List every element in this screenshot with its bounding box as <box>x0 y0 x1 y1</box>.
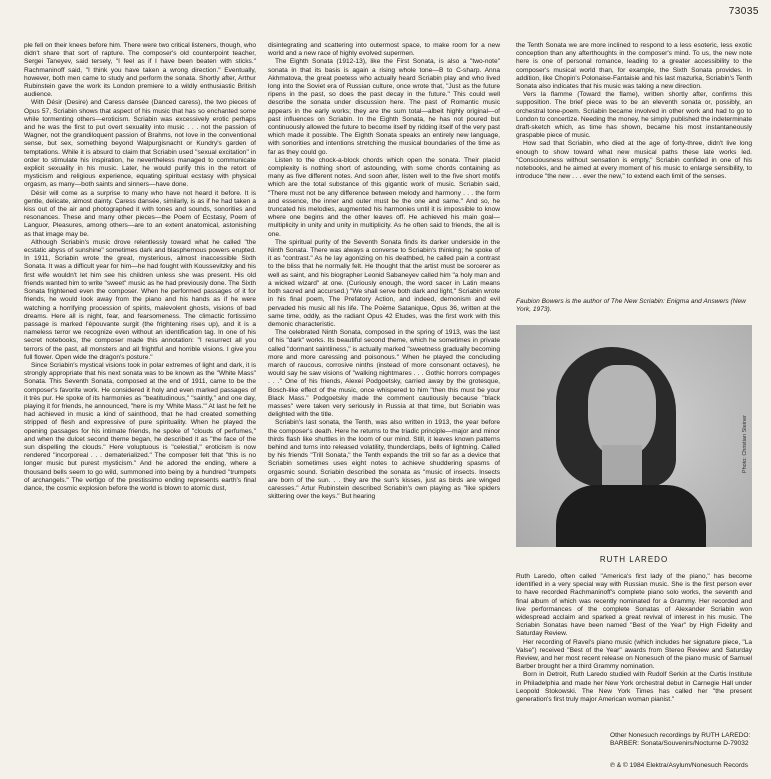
paragraph: Her recording of Ravel's piano music (which includes her signature piece, "La Valse") received "Best of the Year" awards from Stereo Review and Saturday Review, and her most recent release on Nonesuch of the piano music of Samuel Barber brought her a third Grammy nomination. <box>516 638 752 671</box>
paragraph: With Désir (Desire) and Caress dansée (Danced caress), the two pieces of Opus 57, Scriabin shows that aspect of his music that has so enchanted some while tormenting others—eroticism. Scriabin was excessively erotic perhaps and he was the first to put overt sexuality into music . . . not the passion of Wagner, not the grandiloquent passion of Brahms, not love in the conventional sense, but sex, something beyond Walpurgisnacht or Kundry's garden of temptations. While it is absurd to claim that Scriabin used "sexual excitation" in order to stimulate his inspiration, he nevertheless managed to communicate explicit sexuality in his music. Later, he would purify this in the retort of mysticism and religious experience, equating spiritual ecstasy with physical orgasm, as many—both saints and sinners—have done. <box>24 99 256 189</box>
paragraph: The spiritual purity of the Seventh Sonata finds its darker underside in the Ninth Sonata. There was always a converse to Scriabin's thinking; he spoke of it as "contrast." As he lay agonizing on his deathbed, he called pain a contrast to the bliss that he normally felt. He thought that the artist must be sorcerer as well as saint, and his biographer Leonid Sabaneyev called him "a holy man and a wicked wizard" at one. (Curiously enough, the word sacer in Latin means both sacred and accursed.) "We shall serve both dark and light," Scriabin wrote in his final poem, The Prefatory Action, and indeed, demonism and evil pervaded his music all his life. The Poème Satanique, Opus 36, written at the same time, oddly, as the radiant Opus 42 Etudes, was the first work with this demonic characteristic. <box>268 238 500 328</box>
paragraph: Born in Detroit, Ruth Laredo studied with Rudolf Serkin at the Curtis Institute in Philadelphia and made her New York orchestral debut in Carnegie Hall under Leopold Stokowski. The New York Times has called her "the present generation's first truly major American woman pianist." <box>516 671 752 704</box>
text-column-1 <box>24 42 256 777</box>
photo-face-shape <box>588 365 656 457</box>
photo-shirt-shape <box>556 485 706 547</box>
paragraph: How sad that Scriabin, who died at the age of forty-three, didn't live long enough to show toward what new musical paths these late works led. "Consciousness without sensation is empty," Scriabin confided in one of his notebooks, and he aimed at every moment of his music to enlarge sensibility, to introduce "the new . . . ever the new," to extend each limit of the senses. <box>516 140 752 181</box>
paragraph: Vers la flamme (Toward the flame), written shortly after, confirms this supposition. The brief piece was to be an eleventh sonata or, possibly, an orchestral tone-poem. Scriabin became involved in other work and had to go to London to concertize. Needing the money, he simply published the indeterminate draft-sketch which, as time has shown, became his most instantaneously graspable piece of music. <box>516 91 752 140</box>
other-recordings <box>610 732 760 748</box>
paragraph: The Eighth Sonata (1912-13), like the First Sonata, is also a "two-note" sonata in that its basis is again a rising whole tone—B to C-sharp. Anna Akhmatova, the great poetess who actually heard Scriabin play and who lived long into the Soviet era of Russian culture, once wrote that, "Just as the future ripens in the past, so does the past decay in the future." This could well describe the sonata under discussion here. The past of Romantic music appears in the early works; they are the sum total—albeit highly original—of past influences on Scriabin. In the Eighth Sonata, he has not poured but continuously allowed the future to become itself by ridding itself of the very past which made it possible. The Eighth Sonata speaks an entirely new language, with sonorities and intentions stretching the musical boundaries of the time as far as they could go. <box>268 58 500 156</box>
text-column-3-top <box>516 42 752 292</box>
catalog-number: 73035 <box>728 6 759 17</box>
author-note: Faubion Bowers is the author of The New Scriabin: Enigma and Answers (New York, 1973). <box>516 298 746 314</box>
copyright-notice: ℗ & © 1984 Elektra/Asylum/Nonesuch Records <box>610 762 748 769</box>
paragraph: Since Scriabin's mystical visions took in polar extremes of light and dark, it is strongly appropriate that his next sonata was to be known as the "White Mass" Sonata. This Seventh Sonata, composed at the end of 1911, came to be the composer's favorite work. He considered it holy and even marked passages of it très pur. He spoke of its harmonies as "beatitudinous," "saintly," and one day, playing it for friends, he announced, "here is my 'White Mass.'" At last he felt he had achieved in music a kind of sainthood, that he had created something stripped of flesh and expressive of pure spirituality. When he played the opening passages for his intimate friends, he spoke of "clouds of perfumes," and when the dulcet second theme began, he described it as "the face of the sun dispelling the clouds." Here voluptuous is "celestial," eroticism is now rendered "incorporeal . . . dematerialized." The composer felt that "this is no longer music but purest mysticism." And he adored the ending, where a thousand bells seem to go wild, summoned into being by a hundred "trumpets of archangels." The vertigo of the prestissimo ending represents earth's final dance, the cosmic explosion before the world is blown to atomic dust, <box>24 361 256 492</box>
paragraph: disintegrating and scattering into outermost space, to make room for a new world and a new race of highly evolved supermen. <box>268 42 500 58</box>
paragraph: the Tenth Sonata we are more inclined to respond to a less esoteric, less exotic conception than any afterthoughts in the composer's mind. To us, the new note here is one of personal romance, leading to a greater accessibility to the composer's musical world than, for example, the Sixth Sonata provides. In addition, like Chopin's Polonaise-Fantaisie and his last mazurka, Scriabin's Tenth Sonata also indicates that his music was taking a new direction. <box>516 42 752 91</box>
text-column-3-bottom <box>516 573 752 723</box>
text-column-2 <box>268 42 500 777</box>
other-recordings-line-1: Other Nonesuch recordings by RUTH LAREDO: <box>610 732 751 739</box>
paragraph: Scriabin's last sonata, the Tenth, was also written in 1913, the year before the composer's death. Here he returns to the triadic principle—major and minor thirds flash like shuttles in the loom of our mind. Still, it leaves known patterns behind and turns into released volatility, thunderclaps, bells of lightning. Called by his friends "Trill Sonata," the Tenth expands the trill so far as a device that Scriabin sometimes uses eight notes to achieve shuddering spasms of orgasmic sound. Scriabin described the sonata as "music of insects. Insects are born of the sun. . . they are the sun's kisses, just as birds are winged caresses." Artur Rubinstein described Scriabin's own playing as "like spiders skittering over the keys." But hearing <box>268 419 500 501</box>
artist-name-heading: RUTH LAREDO <box>599 555 669 564</box>
paragraph: Although Scriabin's music drove relentlessly toward what he called "the ecstatic abyss of sunshine" sometimes dark and blasphemous powers erupted. In 1911, Scriabin wrote the great, mysterious, almost inaccessible Sixth Sonata. It was a difficult year for him—he had fought with Koussevitzky and his first wife wouldn't let him see his children unless she was present. His old friends wanted him to write "sweet" music as he had previously done. The Sixth Sonata frightened even the composer. When he performed passages of it for friends, he would look away from the piano and his hands as if he were watching a horrifying procession of spirits, malevolent ghosts, visions of bad dreams. Here all is night, fear, and fearsomeness. The climactic fortissimo passage is marked l'épouvante surgit (the frightening rises up), and it is a nameless terror we recognize even without an identification tag. In one of his secret notebooks, the composer made this annotation: "I resurrect all you terrors of the past, all monsters and all frightful and horrible visions. I give you full flower. Open wide the dragon's posture." <box>24 238 256 361</box>
paragraph: Listen to the chock-a-block chords which open the sonata. Their placid complexity is nothing short of astounding, with some chords containing as many as five different notes. And soon after, listen well to the five short motifs which are the total substance of this gigantic work of music. Scriabin said, "There must not be any difference between melody and harmony . . . the form and essence, the inner and outer must be the one and same." And so, he truncated his melodies, augmented his harmonies until it is impossible to know where one begins and the other leaves off. He achieved his main goal—multiplicity in unity and unity in multiplicity. As he often said to friends, the all is one. <box>268 156 500 238</box>
paragraph: Désir will come as a surprise to many who have not heard it before. It is gentle, delicate, almost dainty. Caress dansée, similarly, is as if he had taken a kiss out of the air and photographed it with tones and sounds, sonorities and resonances. These and many other pieces—the Poem of Ecstasy, Poem of Languor, Pleasures, among others—are to an extent anatomical, astonishing as that image may be. <box>24 189 256 238</box>
paragraph: The celebrated Ninth Sonata, composed in the spring of 1913, was the last of his "dark" works. Its beautiful second theme, which he sometimes in private called "dormant saintliness," is actually marked "sweetness gradually becoming more and more caressing and poisonous." When he played the concluding march of raucous, corrosive ninths (instead of more consonant octaves), he would say he saw visions of "walking nightmares . . . Gothic horrors compages . . ." One of his friends, Alexei Podgoetsky, carried away by the grotesque, Bosch-like effect of the music, once whispered to him "then this must be your Black Mass." Podgoetsky made the comment cautiously because "black masses" were taken very seriously in Russia at that time, but Scriabin was delighted with the title. <box>268 329 500 419</box>
artist-photo <box>516 325 752 547</box>
paragraph: ple fell on their knees before him. There were two critical listeners, though, who didn't share that sort of rapture. The composer's old counterpoint teacher, Sergei Taneyev, said tersely, "I feel as if I have been beaten with sticks." Rachmaninoff said, "I think you have taken a wrong direction." Eventually, however, both men came to study and perform the sonata. Shortly after, Arthur Rubinstein gave the work its London premiere to a wildly enthusiastic British audience. <box>24 42 256 99</box>
paragraph: Ruth Laredo, often called "America's first lady of the piano," has become identified in a very special way with Russian music. She is the first person ever to have recorded Rachmaninoff's complete piano solo works, the seventh and final album of which was recently nominated for a Grammy. Her recorded and live performances of the complete Sonatas of Alexander Scriabin won widespread acclaim and sparked a great revival of interest in his music. The Scriabin Sonatas have been named "Best of the Year" by High Fidelity and Saturday Review. <box>516 573 752 638</box>
photo-credit: Photo: Christian Steiner <box>742 415 748 474</box>
other-recordings-line-2: BARBER: Sonata/Souvenirs/Nocturne D-79032 <box>610 740 749 748</box>
